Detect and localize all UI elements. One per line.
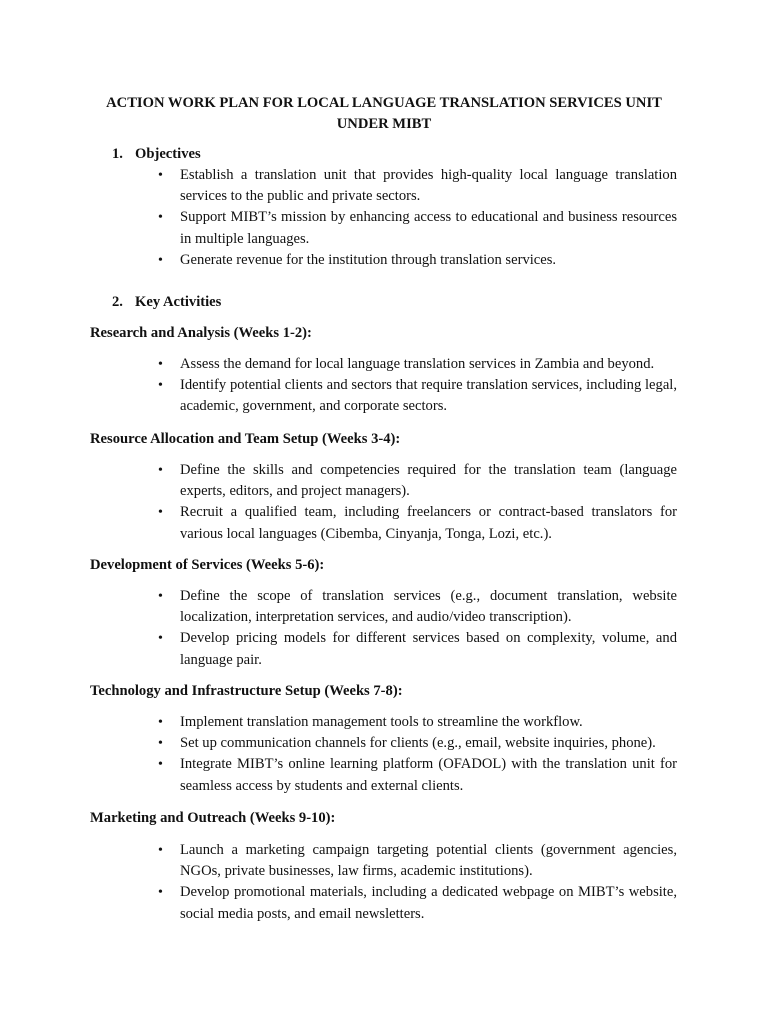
marketing-list (0, 840, 677, 925)
bullet-icon: • (158, 843, 163, 858)
subsection-heading-marketing: Marketing and Outreach (Weeks 9-10): (90, 810, 336, 826)
bullet-icon: • (158, 715, 163, 730)
section-number: 1. (112, 146, 123, 162)
list-item: • Identify potential clients and sectors that require translation services, including legal, academic, government, and corporate sectors. (158, 377, 677, 415)
bullet-icon: • (158, 168, 163, 183)
document-title: ACTION WORK PLAN FOR LOCAL LANGUAGE TRANSLATION SERVICES UNIT UNDER MIBT (106, 95, 662, 132)
subsection-heading-research: Research and Analysis (Weeks 1-2): (90, 325, 312, 341)
resource-allocation-list (0, 460, 677, 545)
list-item: • Recruit a qualified team, including freelancers or contract-based translators for various local languages (Cibemba, Cinyanja, Tonga, Lozi, etc.). (158, 504, 677, 542)
list-item: • Integrate MIBT’s online learning platform (OFADOL) with the translation unit for seamless access by students and external clients. (158, 756, 677, 794)
bullet-icon: • (158, 252, 163, 268)
research-list (0, 354, 677, 418)
section-heading-objectives (112, 144, 201, 165)
section-heading-key-activities (112, 292, 221, 313)
subsection-heading-development: Development of Services (Weeks 5-6): (90, 557, 325, 573)
list-item: • Develop pricing models for different services based on complexity, volume, and language pair. (158, 630, 677, 668)
objectives-list (0, 165, 677, 271)
list-item: • Generate revenue for the institution through translation services. (0, 250, 677, 271)
list-item: • Set up communication channels for clients (e.g., email, website inquiries, phone). (0, 733, 677, 754)
bullet-icon: • (158, 505, 163, 521)
bullet-icon: • (158, 885, 163, 901)
bullet-icon: • (158, 757, 163, 773)
bullet-icon: • (158, 210, 163, 226)
list-item: • Develop promotional materials, including a dedicated webpage on MIBT’s website, social media posts, and email newsletters. (158, 884, 677, 922)
section-title: Key Activities (135, 294, 222, 310)
subsection-heading-technology: Technology and Infrastructure Setup (Weeks 7-8): (90, 683, 403, 699)
list-item: • Assess the demand for local language translation services in Zambia and beyond. (0, 354, 677, 375)
bullet-icon: • (158, 736, 163, 752)
bullet-icon: • (158, 357, 163, 372)
list-item: • Define the skills and competencies required for the translation team (language experts, editors, and project managers). (158, 462, 677, 500)
subsection-heading-resource-allocation: Resource Allocation and Team Setup (Weeks 3-4): (90, 431, 401, 447)
list-item: • Define the scope of translation services (e.g., document translation, website localization, interpretation services, and audio/video transcription). (158, 588, 677, 626)
technology-list (0, 712, 677, 797)
section-title: Objectives (135, 146, 201, 162)
bullet-icon: • (158, 463, 163, 478)
section-number: 2. (112, 294, 123, 310)
list-item: • Support MIBT’s mission by enhancing access to educational and business resources in multiple languages. (158, 209, 677, 247)
list-item: • Launch a marketing campaign targeting potential clients (government agencies, NGOs, private businesses, law firms, academic institutions). (158, 842, 677, 880)
list-item: • Establish a translation unit that provides high-quality local language translation services to the public and private sectors. (158, 167, 677, 205)
development-list (0, 586, 677, 671)
bullet-icon: • (158, 589, 163, 604)
bullet-icon: • (158, 378, 163, 394)
bullet-icon: • (158, 631, 163, 647)
list-item: • Implement translation management tools to streamline the workflow. (0, 712, 677, 733)
